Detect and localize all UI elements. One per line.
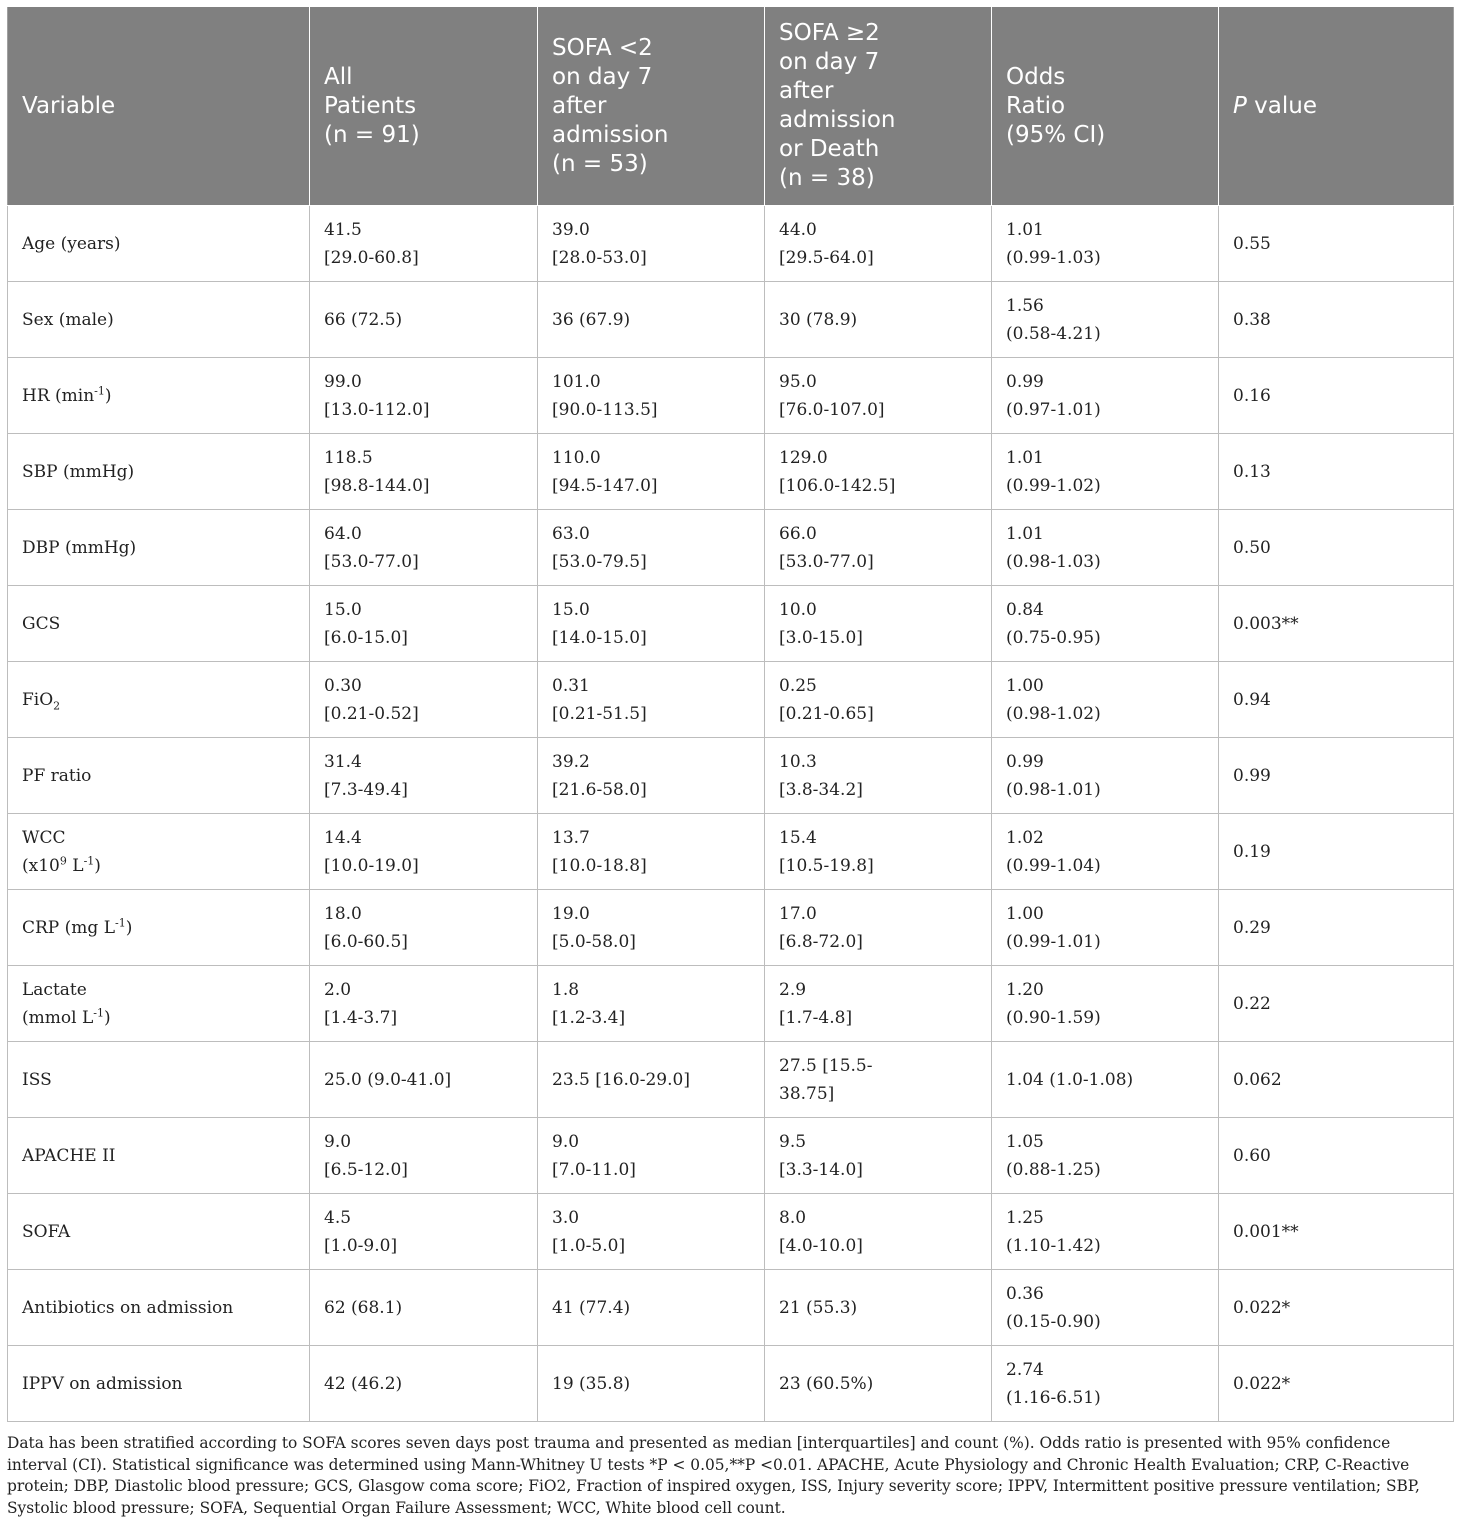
cell-line: 14.4 — [324, 827, 362, 848]
cell-sofa-lt2 — [538, 1194, 765, 1270]
cell-sofa-ge2 — [765, 1118, 992, 1194]
cell-all-patients — [310, 662, 538, 738]
cell-line: [3.0-15.0] — [779, 627, 863, 648]
cell-variable: SOFA — [8, 1194, 310, 1270]
header-line: Odds — [1006, 63, 1066, 90]
cell-line: [76.0-107.0] — [779, 399, 885, 420]
cell-sofa-ge2 — [765, 738, 992, 814]
cell-all-patients — [310, 1194, 538, 1270]
cell-variable: FiO$_2$ — [8, 662, 310, 738]
table-footnote: Data has been stratified according to SOFA scores seven days post trauma and presented as median [interquartiles] and count (%). Odds ratio is presented with 95% confidence interval (CI). Statistical significance was determined using Mann-Whitney U tests *P < 0.05,**P <0.01. APACHE, Acute Physiology and Chronic Health Evaluation; CRP, C-Reactive protein; DBP, Diastolic blood pressure; GCS, Glasgow coma score; FiO2, Fraction of inspired oxygen, ISS, Injury severity score; IPPV, Intermittent positive pressure ventilation; SBP, Systolic blood pressure; SOFA, Sequential Organ Failure Assessment; WCC, White blood cell count. — [7, 1434, 1420, 1517]
cell-line: [1.0-5.0] — [552, 1235, 626, 1256]
cell-line: [1.0-9.0] — [324, 1235, 398, 1256]
cell-line: [53.0-79.5] — [552, 551, 647, 572]
cell-line: 2.74 — [1006, 1359, 1044, 1380]
header-variable — [8, 7, 310, 206]
cell-line: 118.5 — [324, 447, 373, 468]
cell-line: 13.7 — [552, 827, 590, 848]
cell-line: 66 (72.5) — [324, 309, 403, 330]
cell-line: [6.5-12.0] — [324, 1159, 408, 1180]
cell-p-value: 0.38 — [1219, 282, 1454, 358]
cell-p-value: 0.22 — [1219, 966, 1454, 1042]
cell-line: 1.01 — [1006, 447, 1044, 468]
cell-odds-ratio — [992, 890, 1219, 966]
cell-sofa-lt2 — [538, 966, 765, 1042]
cell-line: 9.0 — [324, 1131, 352, 1152]
cell-line: 0.84 — [1006, 599, 1044, 620]
cell-sofa-ge2 — [765, 814, 992, 890]
cell-all-patients — [310, 1042, 538, 1118]
cell-variable: WCC ($x10^9$ $L^{-1}$) — [8, 814, 310, 890]
cell-line: [10.0-19.0] — [324, 855, 419, 876]
cell-odds-ratio — [992, 510, 1219, 586]
cell-variable: CRP (mg $L^{-1}$) — [8, 890, 310, 966]
header-line: Patients — [324, 92, 417, 119]
cell-line: [14.0-15.0] — [552, 627, 647, 648]
cell-line: (0.99-1.04) — [1006, 855, 1101, 876]
cell-line: 18.0 — [324, 903, 362, 924]
header-variable-label: Variable — [22, 92, 116, 119]
cell-line: [13.0-112.0] — [324, 399, 430, 420]
cell-all-patients — [310, 1346, 538, 1422]
cell-sofa-lt2 — [538, 1042, 765, 1118]
cell-line: 1.00 — [1006, 903, 1044, 924]
cell-p-value: 0.13 — [1219, 434, 1454, 510]
cell-all-patients — [310, 510, 538, 586]
cell-p-value: 0.022* — [1219, 1270, 1454, 1346]
cell-line: 19.0 — [552, 903, 590, 924]
table-row — [8, 738, 1454, 814]
cell-sofa-ge2 — [765, 434, 992, 510]
cell-p-value: 0.99 — [1219, 738, 1454, 814]
cell-sofa-lt2 — [538, 662, 765, 738]
cell-sofa-lt2 — [538, 738, 765, 814]
cell-all-patients — [310, 814, 538, 890]
cell-line: 64.0 — [324, 523, 362, 544]
cell-line: 63.0 — [552, 523, 590, 544]
cell-variable: IPPV on admission — [8, 1346, 310, 1422]
cell-line: 2.9 — [779, 979, 807, 1000]
cell-odds-ratio — [992, 662, 1219, 738]
cell-line: 129.0 — [779, 447, 828, 468]
table-row — [8, 662, 1454, 738]
cell-line: 15.4 — [779, 827, 817, 848]
cell-line: (0.75-0.95) — [1006, 627, 1101, 648]
cell-line: 0.99 — [1006, 371, 1044, 392]
cell-line: (1.16-6.51) — [1006, 1387, 1101, 1408]
cell-variable: Lactate (mmol $L^{-1}$) — [8, 966, 310, 1042]
table-row — [8, 1194, 1454, 1270]
cell-line: (0.90-1.59) — [1006, 1007, 1101, 1028]
cell-sofa-ge2 — [765, 966, 992, 1042]
header-line: (n = 38) — [779, 165, 875, 191]
cell-sofa-lt2 — [538, 1270, 765, 1346]
cell-line: [6.0-60.5] — [324, 931, 408, 952]
cell-sofa-lt2 — [538, 1118, 765, 1194]
cell-odds-ratio — [992, 586, 1219, 662]
header-p-value — [1219, 7, 1454, 206]
cell-line: 10.0 — [779, 599, 817, 620]
header-p-italic: P — [1233, 92, 1247, 119]
table-row — [8, 1270, 1454, 1346]
cell-line: 0.30 — [324, 675, 362, 696]
cell-p-value: 0.55 — [1219, 206, 1454, 282]
cell-line: [29.0-60.8] — [324, 247, 419, 268]
cell-line: 15.0 — [324, 599, 362, 620]
cell-line: 1.8 — [552, 979, 580, 1000]
cell-line: 41.5 — [324, 219, 362, 240]
cell-line: 1.01 — [1006, 219, 1044, 240]
cell-line: 36 (67.9) — [552, 309, 631, 330]
table-row — [8, 966, 1454, 1042]
header-line: SOFA <2 — [552, 34, 653, 61]
header-all-patients — [310, 7, 538, 206]
cell-line: 1.25 — [1006, 1207, 1044, 1228]
cell-line: 10.3 — [779, 751, 817, 772]
header-odds-ratio — [992, 7, 1219, 206]
cell-variable: HR $(\min^{-1})$ — [8, 358, 310, 434]
cell-line: [0.21-0.52] — [324, 703, 419, 724]
cell-p-value: 0.001** — [1219, 1194, 1454, 1270]
table-header — [8, 7, 1454, 206]
cell-sofa-ge2 — [765, 358, 992, 434]
cell-line: [6.0-15.0] — [324, 627, 408, 648]
cell-odds-ratio — [992, 814, 1219, 890]
cell-line: 42 (46.2) — [324, 1373, 403, 1394]
cell-line: [94.5-147.0] — [552, 475, 658, 496]
cell-line: 1.04 (1.0-1.08) — [1006, 1069, 1134, 1090]
table-row — [8, 358, 1454, 434]
cell-variable: Sex (male) — [8, 282, 310, 358]
cell-p-value: 0.94 — [1219, 662, 1454, 738]
cell-line: [1.2-3.4] — [552, 1007, 626, 1028]
cell-sofa-lt2 — [538, 586, 765, 662]
cell-line: (0.99-1.01) — [1006, 931, 1101, 952]
header-line: Ratio — [1006, 92, 1066, 119]
cell-line: (0.98-1.02) — [1006, 703, 1101, 724]
cell-p-value: 0.29 — [1219, 890, 1454, 966]
cell-odds-ratio — [992, 738, 1219, 814]
cell-line: (0.15-0.90) — [1006, 1311, 1101, 1332]
cell-line: (0.58-4.21) — [1006, 323, 1101, 344]
cell-line: 23 (60.5%) — [779, 1373, 874, 1394]
cell-line: 3.0 — [552, 1207, 580, 1228]
cell-line: [7.3-49.4] — [324, 779, 408, 800]
cell-odds-ratio — [992, 358, 1219, 434]
cell-line: 44.0 — [779, 219, 817, 240]
cell-line: 23.5 [16.0-29.0] — [552, 1069, 690, 1090]
cell-line: [106.0-142.5] — [779, 475, 896, 496]
cell-line: (0.99-1.03) — [1006, 247, 1101, 268]
cell-variable: APACHE II — [8, 1118, 310, 1194]
cell-line: 62 (68.1) — [324, 1297, 403, 1318]
cell-line: (0.99-1.02) — [1006, 475, 1101, 496]
cell-line: [4.0-10.0] — [779, 1235, 863, 1256]
cell-variable: Antibiotics on admission — [8, 1270, 310, 1346]
cell-p-value: 0.003** — [1219, 586, 1454, 662]
cell-all-patients — [310, 434, 538, 510]
cell-line: 1.00 — [1006, 675, 1044, 696]
cell-line: 101.0 — [552, 371, 601, 392]
cell-line: 38.75] — [779, 1083, 835, 1104]
header-line: (95% CI) — [1006, 121, 1106, 148]
cell-line: [90.0-113.5] — [552, 399, 658, 420]
cell-line: 2.0 — [324, 979, 352, 1000]
table-row — [8, 1118, 1454, 1194]
cell-sofa-ge2 — [765, 1042, 992, 1118]
cell-p-value: 0.022* — [1219, 1346, 1454, 1422]
cell-line: 1.05 — [1006, 1131, 1044, 1152]
cell-line: 0.99 — [1006, 751, 1044, 772]
cell-line: 25.0 (9.0-41.0] — [324, 1069, 452, 1090]
cell-p-value: 0.19 — [1219, 814, 1454, 890]
header-line: (n = 53) — [552, 150, 648, 177]
cell-line: [5.0-58.0] — [552, 931, 636, 952]
cell-line: 17.0 — [779, 903, 817, 924]
header-line: admission — [779, 107, 896, 133]
cell-p-value: 0.062 — [1219, 1042, 1454, 1118]
cell-line: 0.36 — [1006, 1283, 1044, 1304]
cell-p-value: 0.50 — [1219, 510, 1454, 586]
cell-line: 1.56 — [1006, 295, 1044, 316]
cell-all-patients — [310, 586, 538, 662]
cell-all-patients — [310, 1118, 538, 1194]
cell-variable: SBP (mmHg) — [8, 434, 310, 510]
cell-odds-ratio — [992, 1194, 1219, 1270]
cell-line: 0.31 — [552, 675, 590, 696]
cell-all-patients — [310, 738, 538, 814]
cell-line: 9.0 — [552, 1131, 580, 1152]
cell-sofa-lt2 — [538, 282, 765, 358]
cell-line: [98.8-144.0] — [324, 475, 430, 496]
cell-all-patients — [310, 966, 538, 1042]
header-line: on day 7 — [779, 49, 880, 75]
table-row — [8, 206, 1454, 282]
cell-line: 27.5 [15.5- — [779, 1055, 873, 1076]
cell-variable: DBP (mmHg) — [8, 510, 310, 586]
cell-line: 1.20 — [1006, 979, 1044, 1000]
header-p-rest: value — [1246, 92, 1318, 119]
table-row — [8, 586, 1454, 662]
cell-line: 39.0 — [552, 219, 590, 240]
cell-variable: PF ratio — [8, 738, 310, 814]
cell-p-value: 0.16 — [1219, 358, 1454, 434]
cell-line: 30 (78.9) — [779, 309, 858, 330]
cell-sofa-lt2 — [538, 1346, 765, 1422]
cell-line: [1.4-3.7] — [324, 1007, 398, 1028]
table-row — [8, 510, 1454, 586]
cell-line: 66.0 — [779, 523, 817, 544]
cell-odds-ratio — [992, 282, 1219, 358]
header-line: or Death — [779, 136, 880, 162]
cell-line: 19 (35.8) — [552, 1373, 631, 1394]
cell-variable: GCS — [8, 586, 310, 662]
cell-line: 0.25 — [779, 675, 817, 696]
cell-line: [10.0-18.8] — [552, 855, 647, 876]
cell-sofa-lt2 — [538, 358, 765, 434]
table-row — [8, 282, 1454, 358]
cell-all-patients — [310, 358, 538, 434]
cell-line: (1.10-1.42) — [1006, 1235, 1101, 1256]
cell-line: (0.98-1.01) — [1006, 779, 1101, 800]
cell-line: (0.98-1.03) — [1006, 551, 1101, 572]
cell-odds-ratio — [992, 1118, 1219, 1194]
cell-line: 41 (77.4) — [552, 1297, 631, 1318]
cell-line: 95.0 — [779, 371, 817, 392]
patient-characteristics-table — [7, 7, 1454, 1422]
header-line: (n = 91) — [324, 121, 420, 148]
cell-line: [10.5-19.8] — [779, 855, 874, 876]
cell-sofa-ge2 — [765, 662, 992, 738]
header-line: admission — [552, 121, 669, 148]
cell-line: 9.5 — [779, 1131, 807, 1152]
cell-line: 31.4 — [324, 751, 362, 772]
cell-line: [0.21-51.5] — [552, 703, 647, 724]
header-line: SOFA ≥2 — [779, 20, 880, 46]
cell-variable: Age (years) — [8, 206, 310, 282]
table-body — [8, 206, 1454, 1422]
cell-all-patients — [310, 282, 538, 358]
header-sofa-lt2 — [538, 7, 765, 206]
cell-line: [3.3-14.0] — [779, 1159, 863, 1180]
cell-line: 1.02 — [1006, 827, 1044, 848]
table-row — [8, 434, 1454, 510]
header-line: after — [779, 78, 834, 104]
cell-line: [53.0-77.0] — [324, 551, 419, 572]
cell-all-patients — [310, 206, 538, 282]
cell-odds-ratio — [992, 1346, 1219, 1422]
cell-line: [3.8-34.2] — [779, 779, 863, 800]
cell-line: [1.7-4.8] — [779, 1007, 853, 1028]
header-line: All — [324, 63, 353, 90]
header-sofa-ge2 — [765, 7, 992, 206]
cell-line: [28.0-53.0] — [552, 247, 647, 268]
cell-line: 4.5 — [324, 1207, 352, 1228]
cell-sofa-lt2 — [538, 890, 765, 966]
cell-all-patients — [310, 1270, 538, 1346]
cell-odds-ratio — [992, 1270, 1219, 1346]
cell-odds-ratio — [992, 1042, 1219, 1118]
cell-sofa-ge2 — [765, 890, 992, 966]
table-row — [8, 1346, 1454, 1422]
cell-odds-ratio — [992, 206, 1219, 282]
cell-sofa-ge2 — [765, 1346, 992, 1422]
table-row — [8, 814, 1454, 890]
header-row — [8, 7, 1454, 206]
data-table-container — [7, 7, 1453, 1422]
table-row — [8, 890, 1454, 966]
cell-line: (0.97-1.01) — [1006, 399, 1101, 420]
cell-line: [29.5-64.0] — [779, 247, 874, 268]
cell-line: 15.0 — [552, 599, 590, 620]
cell-sofa-ge2 — [765, 510, 992, 586]
cell-line: (0.88-1.25) — [1006, 1159, 1101, 1180]
cell-line: 21 (55.3) — [779, 1297, 858, 1318]
header-line: on day 7 — [552, 63, 653, 90]
cell-all-patients — [310, 890, 538, 966]
cell-sofa-ge2 — [765, 1270, 992, 1346]
cell-odds-ratio — [992, 966, 1219, 1042]
cell-line: [6.8-72.0] — [779, 931, 863, 952]
cell-sofa-ge2 — [765, 282, 992, 358]
cell-p-value: 0.60 — [1219, 1118, 1454, 1194]
cell-sofa-lt2 — [538, 434, 765, 510]
cell-line: 110.0 — [552, 447, 601, 468]
cell-line: [21.6-58.0] — [552, 779, 647, 800]
cell-sofa-ge2 — [765, 586, 992, 662]
cell-line: [0.21-0.65] — [779, 703, 874, 724]
cell-line: 99.0 — [324, 371, 362, 392]
cell-odds-ratio — [992, 434, 1219, 510]
cell-sofa-lt2 — [538, 814, 765, 890]
table-row — [8, 1042, 1454, 1118]
cell-line: [53.0-77.0] — [779, 551, 874, 572]
cell-sofa-lt2 — [538, 206, 765, 282]
cell-sofa-ge2 — [765, 1194, 992, 1270]
cell-line: 8.0 — [779, 1207, 807, 1228]
cell-sofa-ge2 — [765, 206, 992, 282]
header-line: after — [552, 92, 607, 119]
cell-line: [7.0-11.0] — [552, 1159, 636, 1180]
cell-variable: ISS — [8, 1042, 310, 1118]
cell-sofa-lt2 — [538, 510, 765, 586]
cell-line: 1.01 — [1006, 523, 1044, 544]
cell-line: 39.2 — [552, 751, 590, 772]
